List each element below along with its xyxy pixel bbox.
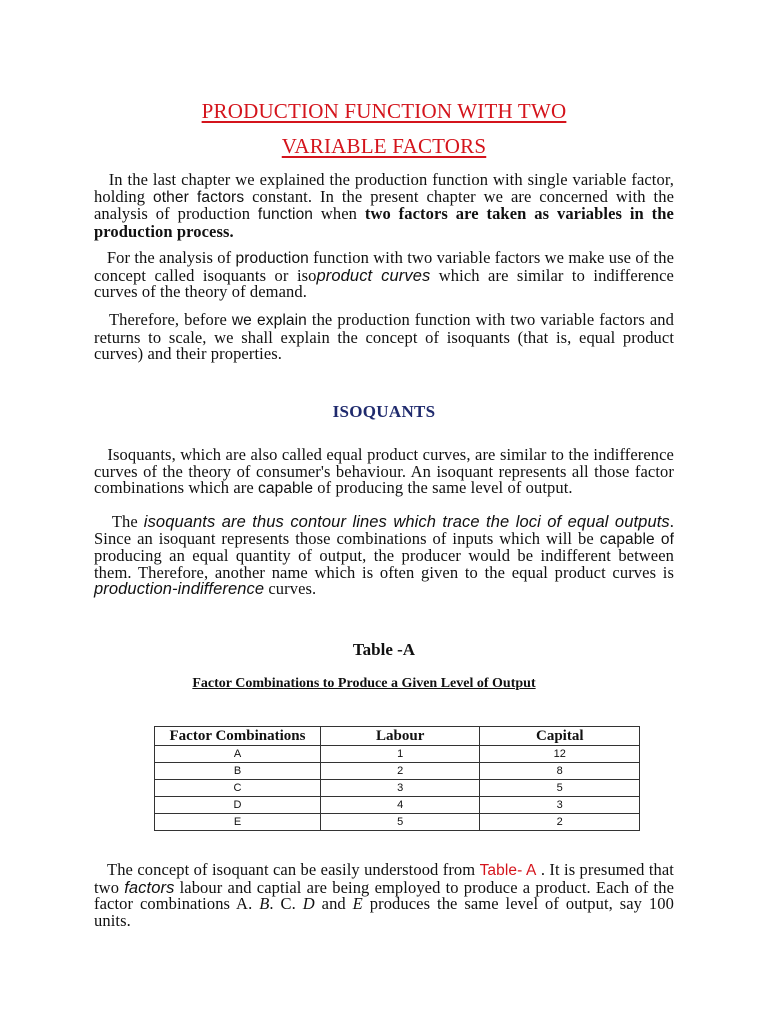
table-header-row xyxy=(155,727,640,746)
table-caption: Factor Combinations to Produce a Given Level of Output xyxy=(192,676,536,691)
table-cell: B xyxy=(155,763,321,780)
table-cell: 8 xyxy=(480,763,640,780)
table-cell: 2 xyxy=(480,814,640,831)
table-cell: 3 xyxy=(320,780,480,797)
document-title-line-2: VARIABLE FACTORS xyxy=(281,134,487,158)
paragraph-contour-lines: The isoquants are thus contour lines which trace the loci of equal outputs. Since an isoquant represents those combinations of inputs which will be capable of producing an equal quantity of output, the producer would be indifferent between them. Therefore, another name which is often given to the equal product curves is production-indifference curves. xyxy=(94,512,674,598)
table-row xyxy=(155,797,640,814)
table-cell: E xyxy=(155,814,321,831)
paragraph-isoquants-definition: Isoquants, which are also called equal product curves, are similar to the indifference curves of the theory of consumer's behaviour. An isoquant represents all those factor combinations which are capable of producing the same level of output. xyxy=(94,445,674,497)
paragraph-intro: In the last chapter we explained the production function with single variable factor, holding other factors constant. In the present chapter we are concerned with the analysis of production function when two factors are taken as variables in the production process. xyxy=(94,170,675,241)
table-cell: 5 xyxy=(320,814,480,831)
table-cell: 5 xyxy=(480,780,640,797)
table-cell: 12 xyxy=(480,746,640,763)
table-row xyxy=(155,746,640,763)
paragraph-analysis: For the analysis of production function with two variable factors we make use of the concept called isoquants or isoproduct curves which are similar to indifference curves of the theory of demand. xyxy=(94,248,674,301)
table-cell: D xyxy=(155,797,321,814)
table-header: Capital xyxy=(480,727,640,746)
table-header: Labour xyxy=(320,727,480,746)
paragraph-therefore: Therefore, before we explain the production function with two variable factors and returns to scale, we shall explain the concept of isoquants (that is, equal product curves) and their properties. xyxy=(94,310,674,363)
table-cell: 2 xyxy=(320,763,480,780)
table-row xyxy=(155,780,640,797)
paragraph-table-explanation: The concept of isoquant can be easily understood from Table- A . It is presumed that two factors labour and captial are being employed to produce a product. Each of the factor combinations A. B. C. D and E produces the same level of output, say 100 units. xyxy=(94,860,674,930)
section-heading-isoquants: ISOQUANTS xyxy=(332,402,436,421)
table-cell: A xyxy=(155,746,321,763)
document-title-line-1: PRODUCTION FUNCTION WITH TWO xyxy=(201,99,567,123)
table-cell: 4 xyxy=(320,797,480,814)
table-row xyxy=(155,814,640,831)
factor-combinations-table xyxy=(154,726,640,831)
table-title: Table -A xyxy=(352,640,416,659)
table-cell: 1 xyxy=(320,746,480,763)
table-header: Factor Combinations xyxy=(155,727,321,746)
table-row xyxy=(155,763,640,780)
table-cell: C xyxy=(155,780,321,797)
table-cell: 3 xyxy=(480,797,640,814)
